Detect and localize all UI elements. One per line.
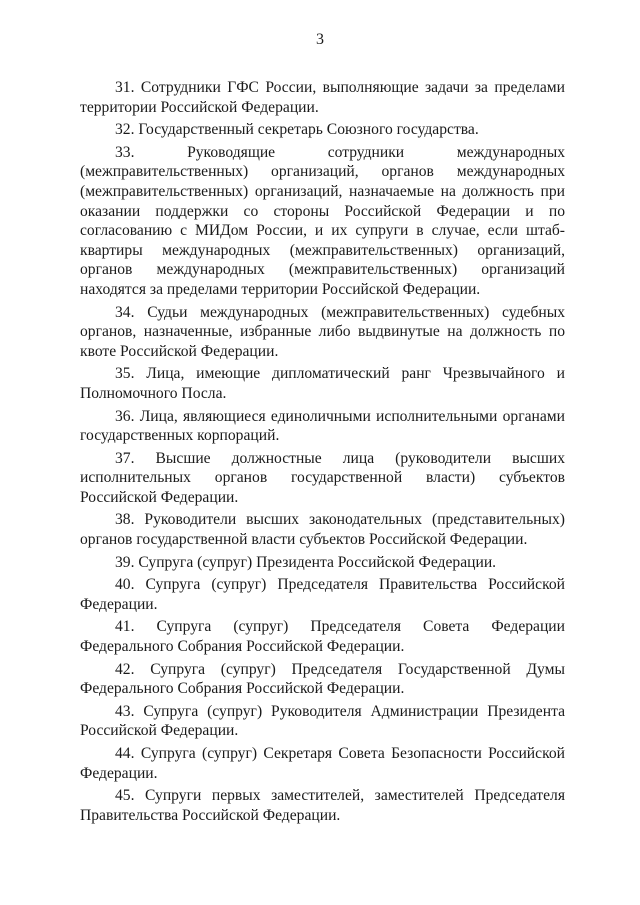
list-item-39: 39. Супруга (супруг) Президента Российской Федерации. <box>115 553 497 571</box>
list-item-32: 32. Государственный секретарь Союзного государства. <box>115 121 479 139</box>
list-item-45: 45. Супруги первых заместителей, заместителей Председателя Правительства Российской Федерации. <box>80 787 565 824</box>
list-item-31: 31. Сотрудники ГФС России, выполняющие задачи за пределами территории Российской Федерации. <box>80 79 565 116</box>
list-item-40: 40. Супруга (супруг) Председателя Правительства Российской Федерации. <box>80 576 565 613</box>
list-item-38: 38. Руководители высших законодательных (представительных) органов государственной власти субъектов Российской Федерации. <box>80 511 565 549</box>
list-item-36: 36. Лица, являющиеся единоличными исполнительными органами государственных корпораций. <box>80 407 565 445</box>
page-number: 3 <box>316 31 324 48</box>
list-item-35: 35. Лица, имеющие дипломатический ранг Чрезвычайного и Полномочного Посла. <box>80 365 565 402</box>
list-item-33: 33. Руководящие сотрудники международных (межправительственных) организаций, органов международных (межправительственных) организаций, назначаемые на должность при оказании поддержки со стороны Российской Федерации и по согласованию с МИДом России, и их супруги в случае, если штаб-квартиры международных (межправительственных) организаций, органов международных (межправительственных) организаций находятся за пределами территории Российской Федерации. <box>80 143 565 298</box>
list-item-37: 37. Высшие должностные лица (руководители высших исполнительных органов государственной власти) субъектов Российской Федерации. <box>80 449 565 506</box>
list-item-43: 43. Супруга (супруг) Руководителя Администрации Президента Российской Федерации. <box>80 702 565 740</box>
list-item-34: 34. Судьи международных (межправительственных) судебных органов, назначенные, избранные либо выдвинутые на должность по квоте Российской Федерации. <box>80 303 565 360</box>
document-body <box>80 78 565 828</box>
list-item-42: 42. Супруга (супруг) Председателя Государственной Думы Федерального Собрания Российской Федерации. <box>80 660 565 698</box>
list-item-41: 41. Супруга (супруг) Председателя Совета Федерации Федерального Собрания Российской Федерации. <box>80 618 565 656</box>
list-item-44: 44. Супруга (супруг) Секретаря Совета Безопасности Российской Федерации. <box>80 745 565 782</box>
